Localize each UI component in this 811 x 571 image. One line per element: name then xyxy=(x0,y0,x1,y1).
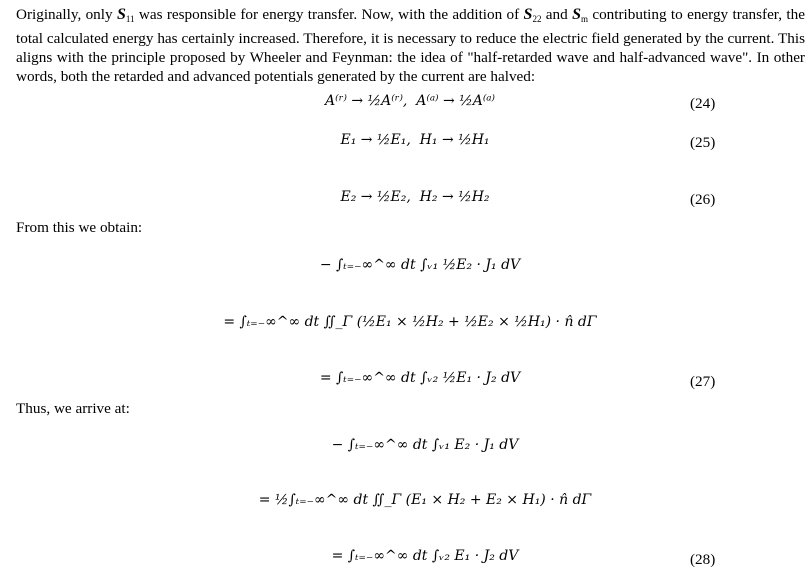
symbol-s11: $S_{11}$ xyxy=(116,6,135,24)
equation-28b: = ½∫ₜ₌₋∞^∞ dt ∬_Γ (E₁ × H₂ + E₂ × H₁) · n̂ dΓ xyxy=(258,492,592,508)
equation-26: E₂ → ½E₂, H₂ → ½H₂ xyxy=(340,189,490,205)
equation-number-26: (26) xyxy=(690,191,716,208)
equation-28c: = ∫ₜ₌₋∞^∞ dt ∫ᵥ₂ E₁ · J₂ dV xyxy=(331,548,519,564)
symbol-sm: $S_m$ xyxy=(572,6,588,24)
equation-24: A⁽ʳ⁾ → ½A⁽ʳ⁾, A⁽ᵃ⁾ → ½A⁽ᵃ⁾ xyxy=(325,93,495,109)
symbol-s22: $S_{22}$ xyxy=(523,6,542,24)
equation-number-25: (25) xyxy=(690,134,716,151)
equation-number-28: (28) xyxy=(690,551,716,568)
intro-paragraph: Originally, only $S_{11}$ was responsible for energy transfer. Now, with the addition of $S_{22}$ and $S_m$ contributing to energy transfer, the total calculated energy has certainly increased. Therefore, it is necessary to reduce the electric field generated by the current. This aligns with the principle proposed by Wheeler and Feynman: the idea of "half-retarded wave and half-advanced wave". In other words, both the retarded and advanced potentials generated by the current are halved: xyxy=(16,6,805,85)
equation-27b: = ∫ₜ₌₋∞^∞ dt ∬_Γ (½E₁ × ½H₂ + ½E₂ × ½H₁) · n̂ dΓ xyxy=(223,314,597,330)
from-this-text: From this we obtain: xyxy=(16,219,143,236)
equation-number-27: (27) xyxy=(690,373,716,390)
equation-28a: − ∫ₜ₌₋∞^∞ dt ∫ᵥ₁ E₂ · J₁ dV xyxy=(331,437,519,453)
equation-27a: − ∫ₜ₌₋∞^∞ dt ∫ᵥ₁ ½E₂ · J₁ dV xyxy=(319,257,521,273)
thus-text: Thus, we arrive at: xyxy=(16,400,130,417)
equation-number-24: (24) xyxy=(690,95,716,112)
equation-25: E₁ → ½E₁, H₁ → ½H₁ xyxy=(340,132,490,148)
equation-27c: = ∫ₜ₌₋∞^∞ dt ∫ᵥ₂ ½E₁ · J₂ dV xyxy=(319,370,521,386)
